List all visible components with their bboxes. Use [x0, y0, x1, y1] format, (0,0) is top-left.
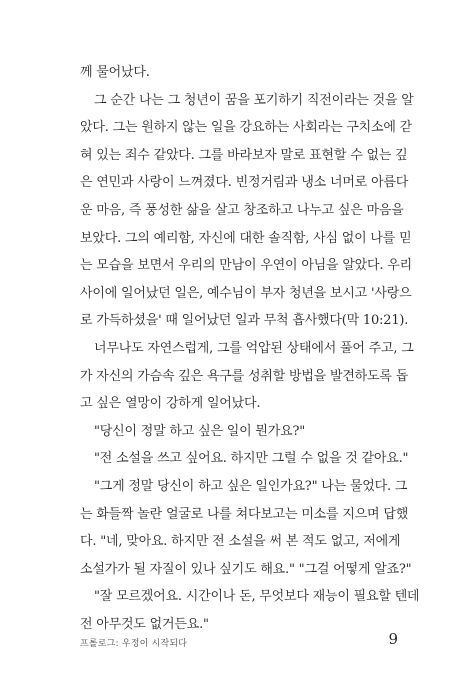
text-line: "당신이 정말 하고 싶은 일이 뭔가요?" [94, 423, 306, 439]
text-line: 았다. 그는 원하지 않는 일을 강요하는 사회라는 구치소에 갇 [80, 120, 412, 136]
running-title: 프롤로그: 우정이 시작되다 [80, 639, 188, 649]
text-line: 보았다. 그의 예리함, 자신에 대한 솔직함, 사심 없이 나를 믿 [80, 230, 412, 246]
text-line: 너무나도 자연스럽게, 그를 억압된 상태에서 풀어 주고, 그 [94, 340, 414, 356]
text-line: 소설가가 될 자질이 있나 싶기도 해요." "그걸 어떻게 알죠?" [80, 561, 412, 577]
text-line: 그 순간 나는 그 청년이 꿈을 포기하기 직전이라는 것을 알 [94, 92, 414, 108]
text-line: 는 모습을 보면서 우리의 만남이 우연이 아님을 알았다. 우리 [80, 258, 412, 274]
text-line: 고 싶은 열망이 강하게 일어났다. [80, 396, 261, 412]
text-line: "그게 정말 당신이 하고 싶은 일인가요?" 나는 물었다. 그 [94, 478, 408, 494]
text-line: "잘 모르겠어요. 시간이나 돈, 무엇보다 재능이 필요할 텐데 [94, 589, 420, 605]
text-line: 혀 있는 죄수 같았다. 그를 바라보자 말로 표현할 수 없는 깊 [80, 147, 408, 163]
text-line: 가 자신의 가슴속 깊은 욕구를 성취할 방법을 발견하도록 돕 [80, 368, 409, 384]
text-line: "전 소설을 쓰고 싶어요. 하지만 그럴 수 없을 것 같아요." [94, 451, 409, 467]
text-line: 운 마음, 즉 풍성한 삶을 살고 창조하고 나누고 싶은 마음을 [80, 202, 404, 218]
text-line: 은 연민과 사랑이 느껴졌다. 빈정거림과 냉소 너머로 아름다 [80, 175, 409, 191]
text-line: 는 화들짝 놀란 얼굴로 나를 쳐다보고는 미소를 지으며 답했 [80, 506, 409, 522]
page-number: 9 [388, 630, 398, 648]
text-line: 께 물어났다. [80, 65, 150, 80]
text-line: 사이에 일어났던 일은, 예수님이 부자 청년을 보시고 '사랑으 [80, 285, 412, 301]
text-line: 다. "네, 맞아요. 하지만 전 소설을 써 본 적도 없고, 저에게 [80, 534, 401, 550]
body-text [80, 59, 420, 638]
text-line: 로 가득하셨을' 때 일어났던 일과 무척 흡사했다(막 10:21). [80, 313, 409, 329]
text-line: 전 아무것도 없거든요." [80, 616, 209, 632]
